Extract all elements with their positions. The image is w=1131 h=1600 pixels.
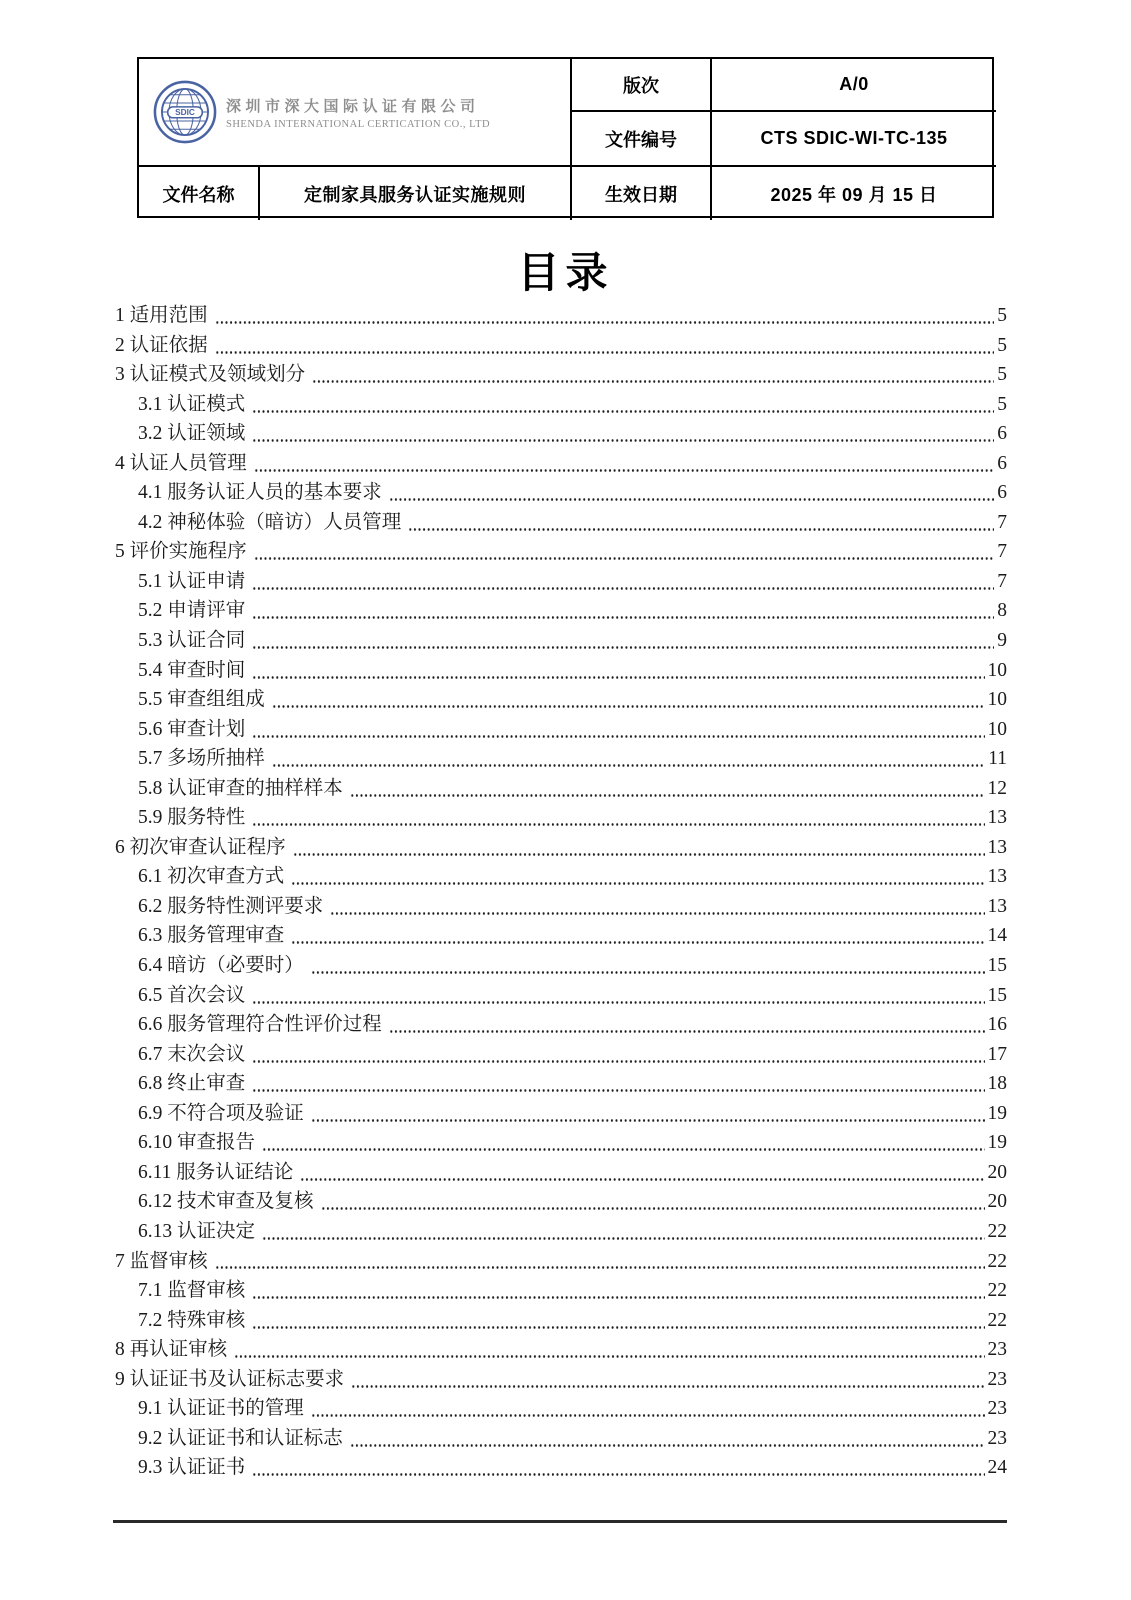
toc-entry	[115, 921, 1007, 951]
toc-entry	[115, 1276, 1007, 1306]
toc-dot-leader	[252, 390, 994, 420]
toc-entry-page: 23	[987, 1398, 1007, 1420]
toc-entry-page: 7	[997, 511, 1007, 533]
doc-number-value: CTS SDIC-WI-TC-135	[712, 112, 996, 167]
toc-entry-label: 6.4 暗访（必要时）	[138, 955, 304, 977]
toc-title: 目录	[517, 251, 614, 297]
effective-date-label: 生效日期	[572, 167, 712, 220]
toc-entry	[115, 1158, 1007, 1188]
toc-entry-label: 5.4 审查时间	[138, 659, 246, 681]
toc-dot-leader	[350, 1424, 985, 1454]
toc-entry	[115, 508, 1007, 538]
toc-entry-page: 13	[987, 866, 1007, 888]
toc-dot-leader	[312, 360, 994, 390]
toc-entry-label: 9 认证证书及认证标志要求	[115, 1368, 345, 1390]
toc-entry	[115, 596, 1007, 626]
toc-dot-leader	[252, 626, 994, 656]
toc-entry-page: 23	[987, 1427, 1007, 1449]
toc-dot-leader	[262, 1128, 984, 1158]
toc-entry-label: 6.12 技术审查及复核	[138, 1191, 314, 1213]
toc-entry-page: 23	[987, 1368, 1007, 1390]
toc-entry-label: 7.2 特殊审核	[138, 1309, 246, 1331]
toc-entry-page: 15	[987, 955, 1007, 977]
doc-number-label: 文件编号	[572, 112, 712, 167]
toc-entry	[115, 449, 1007, 479]
toc-dot-leader	[252, 1276, 984, 1306]
toc-entry-page: 22	[987, 1309, 1007, 1331]
doc-name-label: 文件名称	[139, 167, 260, 220]
toc-dot-leader	[254, 537, 995, 567]
toc-dot-leader	[389, 1010, 985, 1040]
toc-entry-page: 20	[987, 1191, 1007, 1213]
toc-entry-label: 6.8 终止审查	[138, 1073, 246, 1095]
toc-dot-leader	[408, 508, 994, 538]
toc-entry	[115, 1217, 1007, 1247]
toc-entry-page: 5	[997, 393, 1007, 415]
toc-dot-leader	[262, 1217, 984, 1247]
toc-dot-leader	[252, 1069, 984, 1099]
toc-entry-page: 13	[987, 836, 1007, 858]
toc-entry-page: 12	[987, 777, 1007, 799]
toc-entry-page: 9	[997, 630, 1007, 652]
toc-dot-leader	[252, 1306, 984, 1336]
toc-dot-leader	[311, 951, 985, 981]
toc-dot-leader	[252, 596, 994, 626]
toc-entry	[115, 744, 1007, 774]
toc-dot-leader	[291, 862, 984, 892]
toc-entry-label: 6.11 服务认证结论	[138, 1161, 294, 1183]
toc-entry-page: 5	[997, 364, 1007, 386]
company-name-en: SHENDA INTERNATIONAL CERTICATION CO., LTD	[226, 118, 491, 130]
toc-dot-leader	[300, 1158, 984, 1188]
toc-entry-page: 20	[987, 1161, 1007, 1183]
toc-entry	[115, 626, 1007, 656]
toc-entry-page: 19	[987, 1102, 1007, 1124]
toc-entry	[115, 1069, 1007, 1099]
company-name-cn: 深圳市深大国际认证有限公司	[226, 97, 480, 115]
toc-dot-leader	[215, 1247, 985, 1277]
toc-dot-leader	[252, 567, 994, 597]
toc-entry-label: 6.7 末次会议	[138, 1043, 246, 1065]
toc-entry-page: 22	[987, 1220, 1007, 1242]
toc-entry-label: 6.13 认证决定	[138, 1220, 256, 1242]
toc-entry	[115, 390, 1007, 420]
toc-entry	[115, 656, 1007, 686]
company-names	[226, 95, 490, 130]
toc-entry	[115, 1040, 1007, 1070]
toc-entry	[115, 1394, 1007, 1424]
toc-entry-label: 4.2 神秘体验（暗访）人员管理	[138, 511, 402, 533]
toc-entry-label: 5 评价实施程序	[115, 541, 247, 563]
toc-entry	[115, 1335, 1007, 1365]
toc-dot-leader	[252, 419, 994, 449]
toc-entry-label: 6.2 服务特性测评要求	[138, 895, 324, 917]
toc-dot-leader	[252, 981, 984, 1011]
toc-entry-page: 5	[997, 334, 1007, 356]
toc-entry	[115, 803, 1007, 833]
toc-dot-leader	[291, 921, 984, 951]
toc-entry	[115, 774, 1007, 804]
toc-entry-page: 15	[987, 984, 1007, 1006]
toc-entry-page: 7	[997, 570, 1007, 592]
toc-entry	[115, 833, 1007, 863]
toc-entry-page: 6	[997, 423, 1007, 445]
toc-entry-label: 3.1 认证模式	[138, 393, 246, 415]
toc-dot-leader	[321, 1187, 985, 1217]
toc-entry-label: 5.3 认证合同	[138, 630, 246, 652]
company-logo-icon	[153, 80, 217, 144]
toc-entry	[115, 1365, 1007, 1395]
version-value: A/0	[712, 59, 996, 112]
toc-entry-label: 4.1 服务认证人员的基本要求	[138, 482, 382, 504]
toc-dot-leader	[215, 331, 995, 361]
toc-entry-page: 13	[987, 895, 1007, 917]
toc-entry-page: 17	[987, 1043, 1007, 1065]
toc-entry-label: 1 适用范围	[115, 305, 208, 326]
toc-entry	[115, 1247, 1007, 1277]
toc-entry	[115, 419, 1007, 449]
toc-dot-leader	[389, 478, 994, 508]
toc-entry-page: 16	[987, 1014, 1007, 1036]
toc-entry-page: 10	[987, 689, 1007, 711]
toc-entry	[115, 1128, 1007, 1158]
toc-entry-page: 22	[987, 1280, 1007, 1302]
toc-entry-page: 18	[987, 1073, 1007, 1095]
toc-entry	[115, 892, 1007, 922]
toc-entry-label: 9.2 认证证书和认证标志	[138, 1427, 343, 1449]
toc-entry	[115, 567, 1007, 597]
toc-entry	[115, 1453, 1007, 1483]
toc-dot-leader	[252, 715, 984, 745]
toc-entry-label: 6.5 首次会议	[138, 984, 246, 1006]
toc-entry-label: 6.6 服务管理符合性评价过程	[138, 1014, 382, 1036]
toc-entry-page: 7	[997, 541, 1007, 563]
toc-entry	[115, 537, 1007, 567]
company-identity-cell	[139, 59, 572, 167]
toc-entry-page: 22	[987, 1250, 1007, 1272]
toc-dot-leader	[350, 774, 985, 804]
toc-entry	[115, 478, 1007, 508]
toc-entry-page: 14	[987, 925, 1007, 947]
toc-dot-leader	[311, 1394, 985, 1424]
toc-entry-page: 6	[997, 452, 1007, 474]
toc-entry-page: 11	[988, 748, 1007, 770]
toc-entry-label: 9.3 认证证书	[138, 1457, 246, 1479]
toc-dot-leader	[252, 656, 984, 686]
toc-entry	[115, 715, 1007, 745]
toc-entry	[115, 331, 1007, 361]
toc-entry-page: 24	[987, 1457, 1007, 1479]
toc-entry-page: 10	[987, 659, 1007, 681]
toc-dot-leader	[272, 744, 985, 774]
toc-dot-leader	[252, 803, 984, 833]
toc-entry-label: 5.7 多场所抽样	[138, 748, 265, 770]
toc-entry-label: 3.2 认证领域	[138, 423, 246, 445]
toc-dot-leader	[351, 1365, 984, 1395]
toc-entry	[115, 685, 1007, 715]
toc-entry	[115, 1424, 1007, 1454]
toc-entry-page: 23	[987, 1339, 1007, 1361]
toc-entry	[115, 1010, 1007, 1040]
effective-date-value: 2025 年 09 月 15 日	[770, 184, 938, 205]
toc-dot-leader	[252, 1040, 984, 1070]
toc-entry-page: 19	[987, 1132, 1007, 1154]
toc-entry-label: 5.8 认证审查的抽样样本	[138, 777, 343, 799]
toc-entry-label: 6.9 不符合项及验证	[138, 1102, 304, 1124]
toc-entry-page: 8	[997, 600, 1007, 622]
toc-dot-leader	[330, 892, 984, 922]
toc-entry	[115, 360, 1007, 390]
toc-dot-leader	[252, 1453, 984, 1483]
toc-entry-page: 6	[997, 482, 1007, 504]
toc-entry-label: 6.10 审查报告	[138, 1132, 256, 1154]
toc-entry-label: 5.6 审查计划	[138, 718, 246, 740]
toc-entry-label: 5.2 申请评审	[138, 600, 246, 622]
toc-list	[115, 301, 1007, 1483]
toc-dot-leader	[293, 833, 985, 863]
toc-entry	[115, 1306, 1007, 1336]
toc-entry	[115, 951, 1007, 981]
logo-text: SDIC	[175, 107, 195, 118]
toc-entry	[115, 1099, 1007, 1129]
toc-entry-label: 6 初次审查认证程序	[115, 836, 286, 858]
toc-dot-leader	[311, 1099, 985, 1129]
toc-entry	[115, 862, 1007, 892]
document-header-table	[137, 57, 994, 218]
toc-entry	[115, 981, 1007, 1011]
toc-entry-label: 3 认证模式及领域划分	[115, 364, 306, 386]
toc-entry-label: 6.3 服务管理审查	[138, 925, 285, 947]
toc-entry-label: 7.1 监督审核	[138, 1280, 246, 1302]
doc-name-value: 定制家具服务认证实施规则	[260, 167, 572, 220]
toc-dot-leader	[215, 301, 995, 331]
toc-entry-page: 5	[997, 305, 1007, 326]
toc-entry-label: 5.5 审查组组成	[138, 689, 265, 711]
toc-entry-label: 8 再认证审核	[115, 1339, 228, 1361]
toc-entry-label: 9.1 认证证书的管理	[138, 1398, 304, 1420]
version-label: 版次	[572, 59, 712, 112]
footer-divider	[113, 1520, 1007, 1523]
toc-entry-label: 4 认证人员管理	[115, 452, 247, 474]
toc-entry-label: 5.1 认证申请	[138, 570, 246, 592]
toc-entry-label: 6.1 初次审查方式	[138, 866, 285, 888]
toc-entry-label: 5.9 服务特性	[138, 807, 246, 829]
toc-entry	[115, 301, 1007, 331]
toc-entry	[115, 1187, 1007, 1217]
toc-dot-leader	[254, 449, 995, 479]
toc-dot-leader	[234, 1335, 984, 1365]
toc-entry-page: 13	[987, 807, 1007, 829]
toc-entry-label: 2 认证依据	[115, 334, 208, 356]
toc-entry-page: 10	[987, 718, 1007, 740]
toc-dot-leader	[272, 685, 985, 715]
toc-entry-label: 7 监督审核	[115, 1250, 208, 1272]
